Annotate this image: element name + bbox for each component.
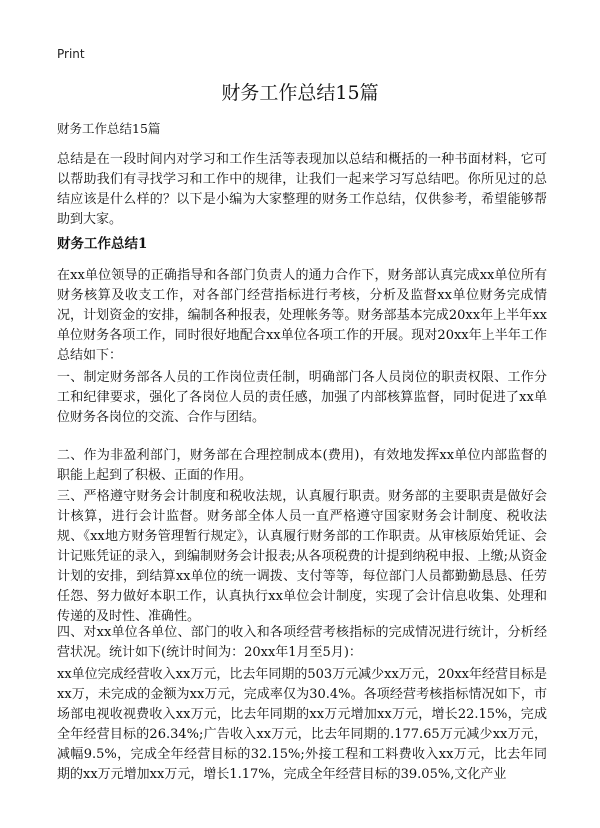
body-paragraph-6: xx单位完成经营收入xx万元，比去年同期的503万元减少xx万元，20xx年经营目标是xx万，未完成的金额为xx万元，完成率仅为30.4%。各项经营考核指标情况如下，市场部电视收视费收入xx万元，比去年同期的xx万元增加xx万元，增长22.15%，完成全年经营目标的26.34%;广告收入xx万元，比去年同期的.177.65万元减少xx万元，减幅9.5%，完成全年经营目标的32.15%;外接工程和工料费收入xx万元，比去年同期的xx万元增加xx万元，增长1.17%，完成全年经营目标的39.05%,文化产业 — [57, 667, 548, 782]
body-paragraph-4: 三、严格遵守财务会计制度和税收法规，认真履行职责。财务部的主要职责是做好会计核算，进行会计监督。财务部全体人员一直严格遵守国家财务会计制度、税收法规、《xx地方财务管理暂行规定》，认真履行财务部的工作职责。从审核原始凭证、会计记账凭证的录入，到编制财务会计报表;从各项税费的计提到纳税申报、上缴;从资金计划的安排，到结算xx单位的统一调拨、支付等等，每位部门人员都勤勤恳恳、任劳任怨、努力做好本职工作，认真执行xx单位会计制度，实现了会计信息收集、处理和传递的及时性、准确性。 — [57, 489, 547, 624]
body-paragraph-2: 一、制定财务部各人员的工作岗位责任制，明确部门各人员岗位的职责权限、工作分工和纪律要求，强化了各岗位人员的责任感，加强了内部核算监督，同时促进了xx单位财务各岗位的交流、合作与团结。 — [57, 370, 547, 425]
intro-paragraph: 总结是在一段时间内对学习和工作生活等表现加以总结和概括的一种书面材料，它可以帮助我们有寻找学习和工作中的规律，让我们一起来学习写总结吧。你所见过的总结应该是什么样的？以下是小编为大家整理的财务工作总结，仅供参考，希望能够帮助到大家。 — [57, 152, 547, 227]
body-paragraph-3: 二、作为非盈利部门，财务部在合理控制成本(费用)，有效地发挥xx单位内部监督的职能上起到了积极、正面的作用。 — [57, 448, 547, 483]
section-heading: 财务工作总结1 — [57, 236, 148, 252]
body-paragraph-5: 四、对xx单位各单位、部门的收入和各项经营考核指标的完成情况进行统计，分析经营状况。统计如下(统计时间为：20xx年1月至5月)： — [57, 625, 547, 660]
body-paragraph-1: 在xx单位领导的正确指导和各部门负责人的通力合作下，财务部认真完成xx单位所有财务核算及收支工作，对各部门经营指标进行考核，分析及监督xx单位财务完成情况，计划资金的安排，编制各种报表，处理帐务等。财务部基本完成20xx年上半年xx单位财务各项工作，同时很好地配合xx单位各项工作的开展。现对20xx年上半年工作总结如下： — [57, 268, 547, 363]
page-title: 财务工作总结15篇 — [221, 82, 379, 104]
document-subtitle: 财务工作总结15篇 — [57, 121, 161, 136]
print-link[interactable]: Print — [57, 47, 85, 61]
